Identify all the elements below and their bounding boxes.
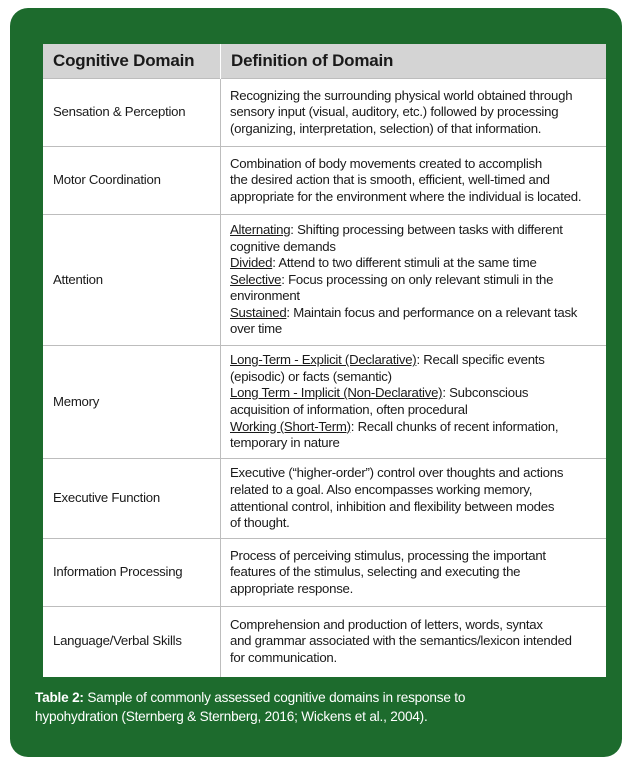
definition-line: Executive (“higher-order”) control over thoughts and actions bbox=[230, 465, 564, 481]
table-row bbox=[43, 539, 606, 607]
table-caption bbox=[35, 688, 595, 726]
definition-line: features of the stimulus, selecting and executing the bbox=[230, 564, 521, 580]
definition-line: sensory input (visual, auditory, etc.) followed by processing bbox=[230, 104, 559, 120]
cognitive-domains-table-container bbox=[43, 44, 606, 677]
definition-line: temporary in nature bbox=[230, 435, 340, 451]
caption-line: hypohydration (Sternberg & Sternberg, 2016; Wickens et al., 2004). bbox=[35, 709, 428, 724]
table-frame bbox=[10, 8, 622, 757]
table-row bbox=[43, 79, 606, 147]
table-row bbox=[43, 459, 606, 539]
definition-cell bbox=[221, 346, 607, 459]
definition-line: over time bbox=[230, 321, 282, 337]
domain-cell bbox=[43, 215, 221, 346]
domain-name: Executive Function bbox=[53, 490, 160, 506]
definition-term: Long Term - Implicit (Non-Declarative) bbox=[230, 385, 443, 401]
definition-line: Selective: Focus processing on only relevant stimuli in the bbox=[230, 271, 554, 287]
definition-line: Long Term - Implicit (Non-Declarative): Subconscious bbox=[230, 385, 529, 401]
definition-line: Divided: Attend to two different stimuli at the same time bbox=[230, 255, 537, 271]
caption-label: Table 2: bbox=[35, 690, 84, 705]
definition-line: Long-Term - Explicit (Declarative): Recall specific events bbox=[230, 352, 545, 368]
definition-line: and grammar associated with the semantics/lexicon intended bbox=[230, 633, 572, 649]
domain-name: Sensation & Perception bbox=[53, 104, 186, 120]
definition-line: cognitive demands bbox=[230, 238, 336, 254]
domain-cell bbox=[43, 539, 221, 607]
definition-cell bbox=[221, 459, 607, 539]
table-row bbox=[43, 215, 606, 346]
definition-term: Selective bbox=[230, 271, 282, 287]
header-definition-of-domain: Definition of Domain bbox=[221, 44, 607, 79]
definition-line: Working (Short-Term): Recall chunks of recent information, bbox=[230, 418, 559, 434]
domain-cell bbox=[43, 607, 221, 677]
definition-term: Alternating bbox=[230, 221, 291, 237]
definition-line: environment bbox=[230, 288, 300, 304]
definition-line: of thought. bbox=[230, 515, 290, 531]
domain-cell bbox=[43, 346, 221, 459]
domain-name: Motor Coordination bbox=[53, 172, 161, 188]
definition-line: Recognizing the surrounding physical world obtained through bbox=[230, 87, 573, 103]
cognitive-domains-table bbox=[43, 44, 606, 677]
domain-cell bbox=[43, 147, 221, 215]
definition-line: appropriate for the environment where the individual is located. bbox=[230, 188, 582, 204]
definition-term: Divided bbox=[230, 255, 273, 271]
table-row bbox=[43, 607, 606, 677]
definition-line: attentional control, inhibition and flexibility between modes bbox=[230, 498, 555, 514]
domain-name: Language/Verbal Skills bbox=[53, 633, 182, 649]
definition-cell bbox=[221, 147, 607, 215]
definition-term: Long-Term - Explicit (Declarative) bbox=[230, 352, 417, 368]
definition-cell bbox=[221, 79, 607, 147]
definition-line: for communication. bbox=[230, 650, 337, 666]
definition-term: Sustained bbox=[230, 304, 287, 320]
table-header-row bbox=[43, 44, 606, 79]
definition-line: acquisition of information, often procedural bbox=[230, 402, 468, 417]
definition-line: Combination of body movements created to accomplish bbox=[230, 155, 542, 171]
domain-name: Attention bbox=[53, 271, 103, 287]
definition-term: Working (Short-Term) bbox=[230, 418, 351, 434]
domain-cell bbox=[43, 79, 221, 147]
definition-line: (episodic) or facts (semantic) bbox=[230, 368, 392, 384]
definition-line: Comprehension and production of letters, words, syntax bbox=[230, 616, 543, 632]
definition-cell bbox=[221, 607, 607, 677]
definition-line: Process of perceiving stimulus, processing the important bbox=[230, 547, 546, 563]
definition-line: related to a goal. Also encompasses working memory, bbox=[230, 481, 533, 497]
definition-line: Alternating: Shifting processing between tasks with different bbox=[230, 221, 563, 237]
domain-name: Information Processing bbox=[53, 564, 183, 580]
caption-line: Table 2: Sample of commonly assessed cognitive domains in response to bbox=[35, 690, 466, 705]
definition-cell bbox=[221, 215, 607, 346]
domain-cell bbox=[43, 459, 221, 539]
table-row bbox=[43, 346, 606, 459]
header-cognitive-domain: Cognitive Domain bbox=[43, 44, 221, 79]
definition-line: appropriate response. bbox=[230, 580, 354, 596]
definition-line: Sustained: Maintain focus and performance on a relevant task bbox=[230, 304, 578, 320]
domain-name: Memory bbox=[53, 393, 100, 409]
definition-cell bbox=[221, 539, 607, 607]
table-row bbox=[43, 147, 606, 215]
definition-line: the desired action that is smooth, efficient, well-timed and bbox=[230, 172, 550, 188]
definition-line: (organizing, interpretation, selection) of that information. bbox=[230, 120, 542, 136]
